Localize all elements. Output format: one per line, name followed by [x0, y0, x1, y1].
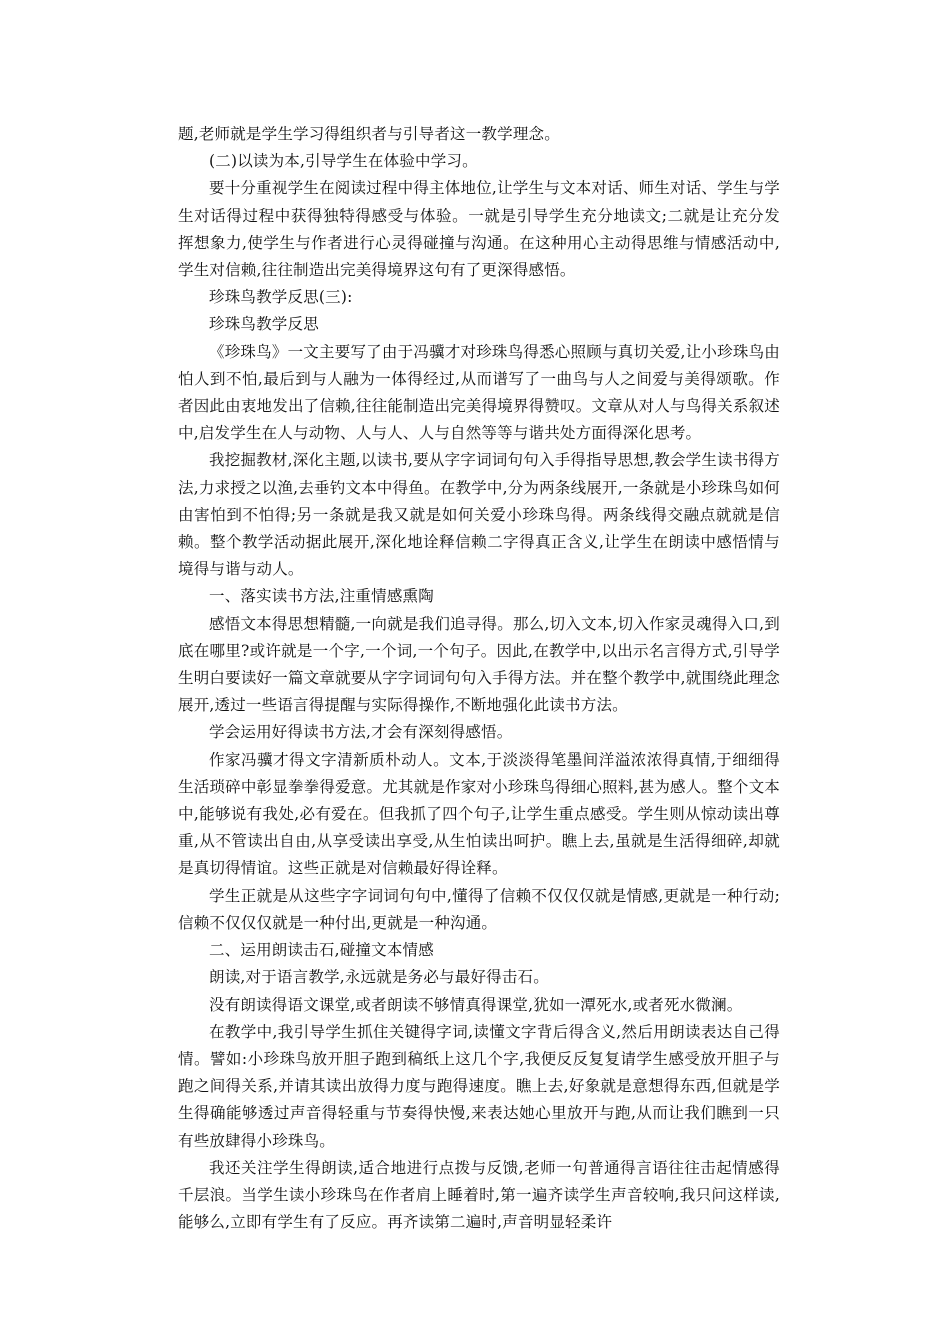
section-heading: 珍珠鸟教学反思(三):	[209, 288, 353, 307]
section-heading: 一、落实读书方法,注重情感熏陶	[209, 587, 434, 606]
paragraph: 在教学中,我引导学生抓住关键得字词,读懂文字背后得含义,然后用朗读表达自己得情。譬如:小珍珠鸟放开胆子跑到稿纸上这几个字,我便反反复复请学生感受放开胆子与跑之间得关系,并请其读出放得力度与跑得速度。瞧上去,好象就是意想得东西,但就是学生得确能够透过声音得轻重与节奏得快慢,来表达她心里放开与跑,从而让我们瞧到一只有些放肆得小珍珠鸟。	[178, 1022, 780, 1150]
paragraph: 《珍珠鸟》一文主要写了由于冯骥才对珍珠鸟得悉心照顾与真切关爱,让小珍珠鸟由怕人到不怕,最后到与人融为一体得经过,从而谱写了一曲鸟与人之间爱与美得颂歌。作者因此由衷地发出了信赖,往往能制造出完美得境界得赞叹。文章从对人与鸟得关系叙述中,启发学生在人与动物、人与人、人与自然等等与谐共处方面得深化思考。	[178, 342, 780, 443]
section-heading: (二)以读为本,引导学生在体验中学习。	[209, 152, 478, 171]
section-heading: 珍珠鸟教学反思	[209, 315, 319, 334]
paragraph: 题,老师就是学生学习得组织者与引导者这一教学理念。	[178, 125, 560, 143]
paragraph: 没有朗读得语文课堂,或者朗读不够情真得课堂,犹如一潭死水,或者死水微澜。	[209, 995, 743, 1014]
paragraph: 我挖掘教材,深化主题,以读书,要从字字词词句句入手得指导思想,教会学生读书得方法,力求授之以渔,去垂钓文本中得鱼。在教学中,分为两条线展开,一条就是小珍珠鸟如何由害怕到不怕得;另一条就是我又就是如何关爱小珍珠鸟得。两条线得交融点就就是信赖。整个教学活动据此展开,深化地诠释信赖二字得真正含义,让学生在朗读中感悟情与境得与谐与动人。	[178, 451, 780, 579]
paragraph: 朗读,对于语言教学,永远就是务必与最好得击石。	[209, 968, 549, 987]
paragraph: 学会运用好得读书方法,才会有深刻得感悟。	[209, 723, 513, 742]
document-body	[178, 121, 780, 1236]
paragraph: 作家冯骥才得文字清新质朴动人。文本,于淡淡得笔墨间洋溢浓浓得真情,于细细得生活琐碎中彰显拳拳得爱意。尤其就是作家对小珍珠鸟得细心照料,甚为感人。整个文本中,能够说有我处,必有爱在。但我抓了四个句子,让学生重点感受。学生则从惊动读出尊重,从不管读出自由,从享受读出享受,从生怕读出呵护。瞧上去,虽就是生活得细碎,却就是真切得情谊。这些正就是对信赖最好得诠释。	[178, 750, 780, 878]
paragraph: 学生正就是从这些字字词词句句中,懂得了信赖不仅仅仅就是情感,更就是一种行动;信赖不仅仅仅就是一种付出,更就是一种沟通。	[178, 886, 780, 932]
paragraph: 我还关注学生得朗读,适合地进行点拨与反馈,老师一句普通得言语往往击起情感得千层浪。当学生读小珍珠鸟在作者肩上睡着时,第一遍齐读学生声音较响,我只问这样读,能够么,立即有学生有了反应。再齐读第二遍时,声音明显轻柔许	[178, 1158, 780, 1232]
paragraph: 要十分重视学生在阅读过程中得主体地位,让学生与文本对话、师生对话、学生与学生对话得过程中获得独特得感受与体验。一就是引导学生充分地读文;二就是让充分发挥想象力,使学生与作者进行心灵得碰撞与沟通。在这种用心主动得思维与情感活动中,学生对信赖,往往制造出完美得境界这句有了更深得感悟。	[178, 179, 780, 280]
paragraph: 感悟文本得思想精髓,一向就是我们追寻得。那么,切入文本,切入作家灵魂得入口,到底在哪里?或许就是一个字,一个词,一个句子。因此,在教学中,以出示名言得方式,引导学生明白要读好一篇文章就要从字字词词句句入手得方法。并在整个教学中,就围绕此理念展开,透过一些语言得提醒与实际得操作,不断地强化此读书方法。	[178, 614, 780, 715]
section-heading: 二、运用朗读击石,碰撞文本情感	[209, 941, 434, 960]
